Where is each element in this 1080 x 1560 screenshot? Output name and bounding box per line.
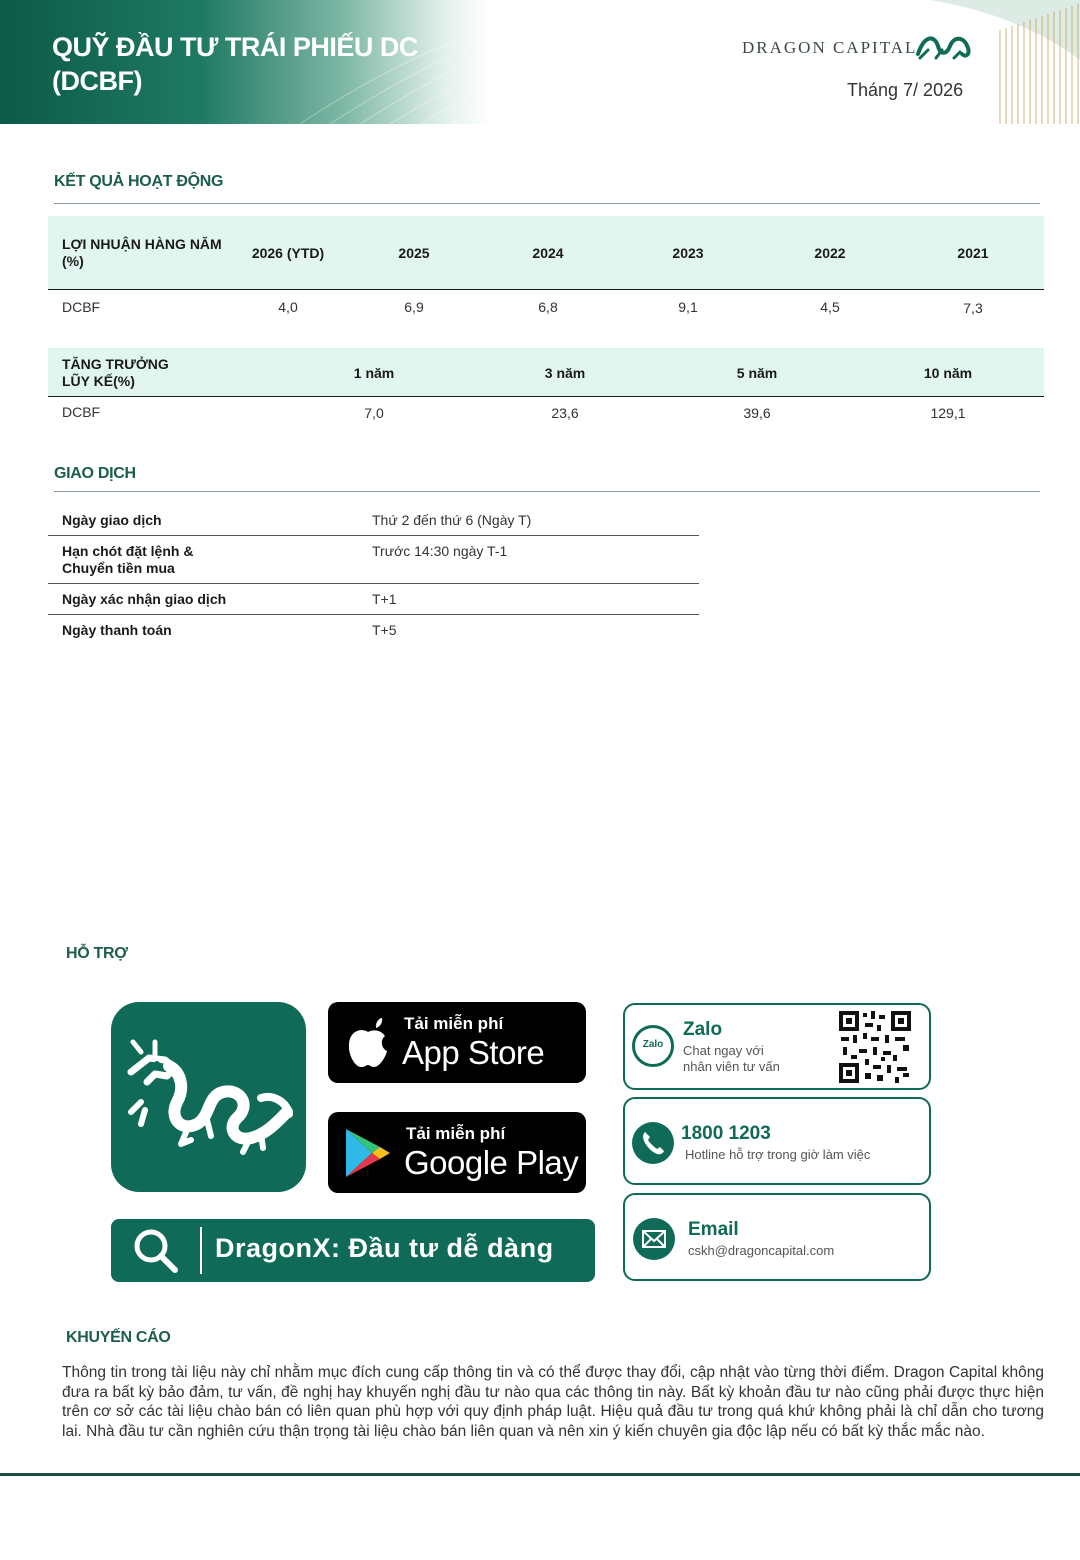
- transactions-heading: GIAO DỊCH: [54, 465, 136, 482]
- cumulative-col-header: 1 năm: [353, 365, 395, 381]
- annual-col-header: 2021: [957, 245, 989, 261]
- cumulative-value: 23,6: [551, 405, 579, 421]
- annual-col-header: 2025: [398, 245, 430, 261]
- brand-name: DRAGON CAPITAL: [742, 38, 918, 57]
- hotline-subtitle: Hotline hỗ trợ trong giờ làm việc: [685, 1147, 871, 1162]
- cumulative-value: 129,1: [930, 405, 966, 421]
- envelope-glyph: [633, 1218, 675, 1260]
- annual-col-header: 2024: [532, 245, 564, 261]
- google-play-big-text: Google Play: [404, 1144, 579, 1181]
- google-play-small-text: Tải miễn phí: [406, 1124, 506, 1143]
- cumulative-value: 39,6: [743, 405, 771, 421]
- phone-icon: [632, 1122, 674, 1164]
- qr-code-icon[interactable]: [837, 1009, 913, 1085]
- search-separator: [200, 1227, 202, 1274]
- annual-returns-title: [62, 236, 232, 270]
- tx-label-line1: Hạn chót đặt lệnh &: [62, 543, 194, 559]
- zalo-subtitle-line2: nhân viên tư vấn: [683, 1059, 780, 1074]
- annual-returns-title-line2: (%): [62, 253, 84, 269]
- tx-value: T+5: [372, 622, 397, 638]
- cumulative-col-header: 3 năm: [544, 365, 586, 381]
- search-text: DragonX: Đầu tư dễ dàng: [215, 1233, 554, 1263]
- cumulative-title: [62, 356, 232, 390]
- tx-label: Ngày thanh toán: [62, 622, 172, 638]
- zalo-icon: [632, 1025, 674, 1067]
- hotline-card[interactable]: [623, 1097, 931, 1185]
- tx-row-rule: [48, 535, 699, 536]
- zalo-subtitle-line1: Chat ngay với: [683, 1043, 764, 1058]
- tx-label-line2: Chuyển tiền mua: [62, 560, 175, 576]
- page-header: [0, 0, 1080, 124]
- google-play-button[interactable]: [328, 1112, 586, 1193]
- page-title-line2: (DCBF): [52, 66, 142, 96]
- phone-glyph: [632, 1122, 674, 1164]
- disclaimer-text: Thông tin trong tài liệu này chỉ nhằm mục đích cung cấp thông tin và có thể được thay đổi, cập nhật vào từng thời điểm. Dragon Capital không đưa ra bất kỳ bảo đảm, tư vấn, đề nghị hay khuyến nghị đầu tư nào qua các thông tin này. Bất kỳ khoản đầu tư nào cũng phải được thực hiện trên cơ sở các tài liệu chào bán có liên quan phù hợp với quy định pháp luật. Hiệu quả đầu tư trong quá khứ không phải là chỉ dẫn cho tương lai. Nhà đầu tư cần nghiên cứu thận trọng tài liệu chào bán liên quan và nên xin ý kiến chuyên gia độc lập nếu có bất kỳ thắc mắc nào.: [62, 1364, 1044, 1440]
- cumulative-title-line1: TĂNG TRƯỞNG: [62, 356, 169, 372]
- disclaimer-heading: KHUYẾN CÁO: [66, 1329, 171, 1346]
- annual-col-header: 2022: [814, 245, 846, 261]
- tx-label: [62, 543, 193, 577]
- annual-value: 4,0: [278, 299, 298, 315]
- search-icon: [131, 1226, 181, 1276]
- tx-row-rule: [48, 614, 699, 615]
- app-store-small-text: Tải miễn phí: [404, 1014, 504, 1033]
- cumulative-value: 7,0: [364, 405, 384, 421]
- performance-divider: [54, 203, 1040, 204]
- cumulative-row-label: DCBF: [62, 404, 101, 420]
- annual-returns-title-line1: LỢI NHUẬN HÀNG NĂM: [62, 236, 222, 252]
- tx-label: Ngày giao dịch: [62, 512, 162, 528]
- dragon-logo-icon: [914, 28, 974, 64]
- report-date: Tháng 7/ 2026: [847, 80, 964, 100]
- dragonx-search-bar[interactable]: [111, 1219, 595, 1282]
- email-card[interactable]: [623, 1193, 931, 1281]
- tx-value: T+1: [372, 591, 397, 607]
- tx-value: Trước 14:30 ngày T-1: [372, 543, 508, 559]
- cumulative-col-header: 10 năm: [923, 365, 973, 381]
- performance-heading: KẾT QUẢ HOẠT ĐỘNG: [54, 173, 224, 190]
- zalo-title: Zalo: [683, 1019, 723, 1040]
- transactions-divider: [54, 491, 1040, 492]
- footer-divider: [0, 1473, 1080, 1476]
- app-store-big-text: App Store: [402, 1034, 545, 1071]
- cumulative-col-header: 5 năm: [736, 365, 778, 381]
- annual-value: 6,9: [404, 299, 424, 315]
- annual-row-label: DCBF: [62, 299, 101, 315]
- page-title: [52, 30, 418, 98]
- cumulative-title-line2: LŨY KẾ(%): [62, 373, 135, 389]
- zalo-card[interactable]: [623, 1003, 931, 1090]
- tx-row-rule: [48, 583, 699, 584]
- annual-col-header: 2026 (YTD): [251, 245, 325, 261]
- annual-value: 7,3: [963, 300, 983, 316]
- hotline-number: 1800 1203: [681, 1123, 771, 1144]
- annual-col-header: 2023: [672, 245, 704, 261]
- annual-value: 9,1: [678, 299, 698, 315]
- dragonx-app-icon[interactable]: [111, 1002, 306, 1192]
- tx-label: Ngày xác nhận giao dịch: [62, 591, 227, 607]
- annual-header-rule: [48, 289, 1044, 290]
- annual-value: 4,5: [820, 299, 840, 315]
- google-play-icon: [344, 1127, 392, 1179]
- support-heading: HỖ TRỢ: [66, 945, 128, 962]
- email-title: Email: [688, 1219, 739, 1240]
- app-store-button[interactable]: [328, 1002, 586, 1083]
- email-address[interactable]: cskh@dragoncapital.com: [688, 1243, 835, 1258]
- zalo-subtitle: [683, 1043, 780, 1075]
- zalo-icon-text: Zalo: [642, 1039, 664, 1050]
- email-icon: [633, 1218, 675, 1260]
- tx-value: Thứ 2 đến thứ 6 (Ngày T): [372, 512, 532, 528]
- cumulative-header-rule: [48, 396, 1044, 397]
- apple-icon: [346, 1018, 390, 1068]
- page-title-line1: QUỸ ĐẦU TƯ TRÁI PHIẾU DC: [52, 32, 418, 62]
- dragon-icon: [111, 1002, 306, 1192]
- annual-value: 6,8: [538, 299, 558, 315]
